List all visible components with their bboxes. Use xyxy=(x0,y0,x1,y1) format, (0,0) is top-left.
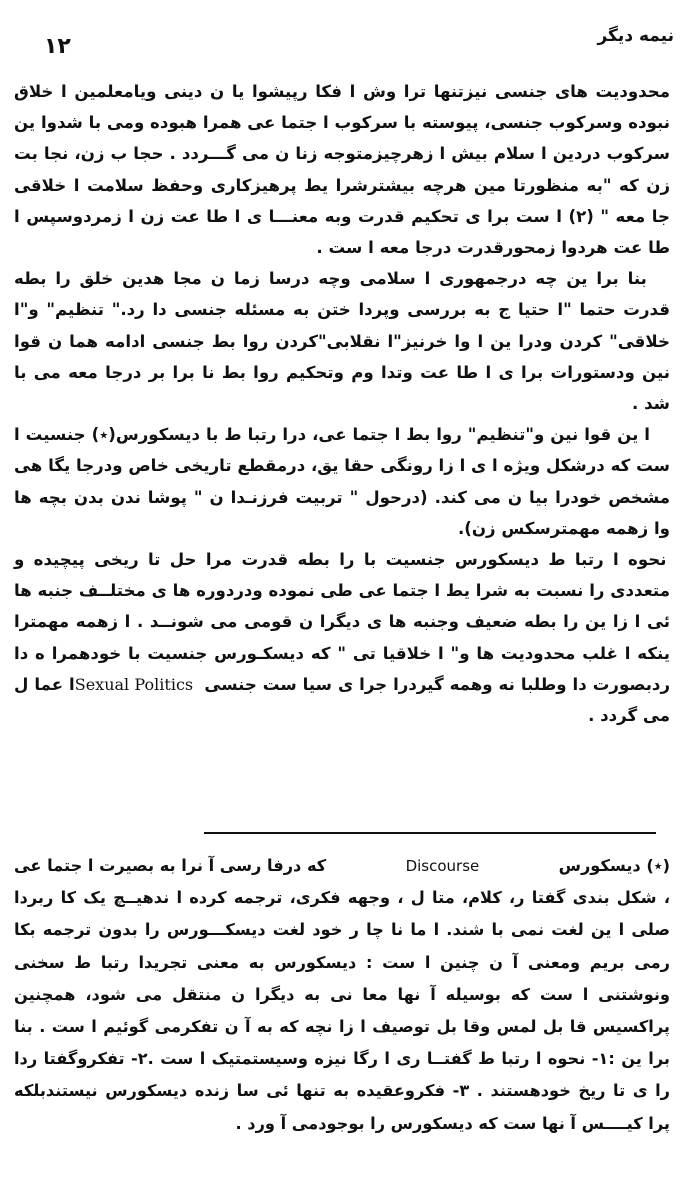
footnote-line: آ نها ست که دیسکورس را بوجودمی آ ورد . xyxy=(235,1113,576,1133)
footnote-line: را بدون ترجمه بکا رمی بریم ومعنی آ ن چنین ا ست : دیسکورس به معنی xyxy=(14,920,670,972)
latin-term: Sexual Politics xyxy=(74,674,199,694)
text-line: متعددی را نسبت به شرا یط ا جتما عی طی نموده ودردوره ها ی مختلــف xyxy=(73,581,670,601)
footnote-latin-term: Discourse xyxy=(405,857,480,875)
text-line: ا خلاق نبوده وسرکوب جنسی، پیوسته با سرکوب ا جتما عی همرا هبوده ومی xyxy=(14,82,670,133)
footnote-line: که به آ ن تفکرمی گوئیم ا ست . بنا برا ین :۱- نحوه ا رتبا ط گفتــا ری xyxy=(14,1017,670,1069)
text-line: با شدوا ین سرکوب دردین ا سلام بیش ا زهرچیزمتوجه زنا ن می گـــردد . xyxy=(14,113,670,164)
text-line: ا ین قوا نین و"تنظیم" روا بط ا جتما عی، درا رتبا ط با دیسکورس(٭) xyxy=(85,425,650,445)
footnote-body xyxy=(14,882,670,1140)
running-head: نیمه دیگر xyxy=(597,26,674,46)
text-line: ا عما ل می گردد . xyxy=(14,674,670,726)
text-line: هما ن قوا نین ودستورات برا ی ا طا عت وتدا وم وتحکیم روا بط نا برا بر xyxy=(14,331,670,382)
footnote-line: ، شکل بندی گفتا ر، کلام، متا ل ، وجهه فکری، ترجمه کرده ا ندهیــچ xyxy=(105,888,670,908)
page-number: ۱۲ xyxy=(44,34,71,59)
text-line: ا زهمه مهمترا ینکه ا غلب محدودیت ها و" ا خلاقیا تی " که دیسکـورس xyxy=(14,612,670,663)
text-line: حجا ب زن، نجا بت زن که "به منظورتا مین هرچه بیشترشرا یط پرهیزکاری xyxy=(14,144,670,195)
paragraph-2 xyxy=(14,263,670,419)
text-line: پوشا ندن بدن بچه ها وا زهمه مهمترسکس زن). xyxy=(14,487,670,538)
paragraph-3 xyxy=(14,419,670,544)
text-line: وحفظ سلامت ا خلاقی جا معه " (۲) ا ست برا ی تحکیم قدرت وبه معنـــا ی xyxy=(14,175,670,226)
text-line: بنا برا ین چه درجمهوری ا سلامی وچه درسا زما ن مجا هدین خلق را بطه xyxy=(14,269,647,289)
text-line: محدودیت های جنسی نیزتنها ترا وش ا فکا رپیشوا یا ن دینی ویامعلمین xyxy=(66,82,670,101)
footnote-divider xyxy=(204,832,656,834)
text-line: قدرت حتما "ا حتیا ج به بررسی وپردا ختن به مسئله جنسی دا رد." تنظیم" xyxy=(38,300,670,320)
footnote xyxy=(14,850,670,1140)
text-line: ا طا عت زن ا زمردوسپس ا طا عت هردوا زمحورقدرت درجا معه ا ست . xyxy=(14,206,670,258)
footnote-line: ۳- فکروعقیده به تنها ئی سا زنده دیسکورس نیستندبلکه پرا کیــــس xyxy=(14,1081,670,1133)
paragraph-1 xyxy=(14,76,670,263)
text-line: نحوه ا رتبا ط دیسکورس جنسیت با را بطه قدرت مرا حل تا ریخی پیچیده و xyxy=(14,550,667,570)
text-line: جنبه ها ئی ا زا ین را بطه ضعیف وجنبه ها ی دیگرا ن قومی می شونــد . xyxy=(14,581,671,632)
text-line: جنسی xyxy=(198,674,257,694)
text-line: جنسیت با خودهمرا ه دا ردبصورت دا وطلبا نه وهمه گیردرا جرا ی سیا ست xyxy=(14,643,670,694)
body-text xyxy=(14,76,670,731)
footnote-first-line xyxy=(14,850,670,882)
paragraph-4 xyxy=(14,544,670,731)
text-line: جنسیت ا ست که درشکل ویژه ا ی ا زا رونگی حقا یق، درمقطع تاریخی خاص xyxy=(14,425,670,476)
footnote-line: تجریدا رتبا ط سخنی ونوشتنی ا ست که بوسیله آ نها معا نی به دیگرا ن xyxy=(14,952,670,1004)
footnote-line: که درفا رسی آ نرا به بصیرت ا جتما عی xyxy=(14,856,327,875)
text-line: و"ا خلاقی" کردن ودرا ین ا وا خرنیز"ا نقلابی"کردن روا بط جنسی ادامه xyxy=(14,300,670,351)
footnote-line: یک کا ربردا صلی ا ین لغت نمی با شند. ا ما نا چا ر خود لغت دیسکـــورس xyxy=(14,888,670,940)
text-line: درجا معه می با شد . xyxy=(14,362,670,414)
footnote-marker: (٭) دیسکورس xyxy=(558,856,670,875)
footnote-line: ا رگا نیزه وسیستمتیک ا ست .۲- تفکروگفتا ردا را ی تا ریخ خودهستند . xyxy=(14,1049,670,1101)
text-line: ودرجا یگا هی مشخص خودرا بیا ن می کند. (درحول " تربیت فرزنـدا ن " xyxy=(14,456,670,507)
footnote-line: منتقل می شود، همچنین پراکسیس قا بل لمس وقا بل توصیف ا زا نچه xyxy=(14,984,670,1037)
